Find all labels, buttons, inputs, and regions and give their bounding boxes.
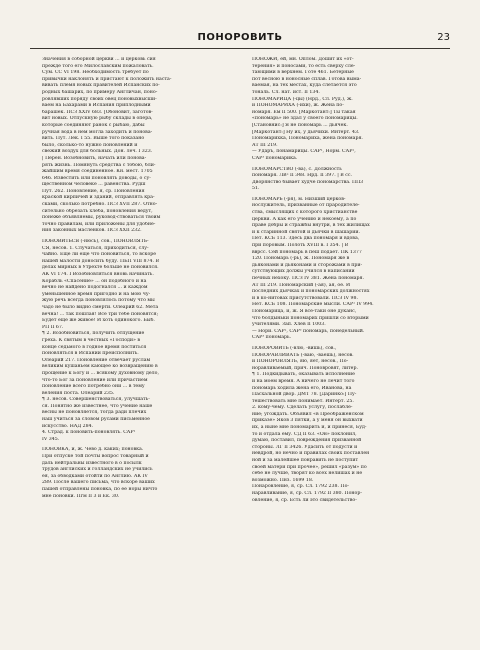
text-line: вечна! ... так пошлая! Все три тебе поновятся; <box>42 311 159 317</box>
text-line: тешествовать мне понимает. Интерт. 25. <box>252 398 354 404</box>
text-line: ПОНОМАРИЦА (-цы) (Нрд., Сл. Руд.), ж. <box>252 96 353 102</box>
text-line: ПОНОРОВИТЬ (-влю, -вишь), сов., <box>252 345 337 351</box>
running-header <box>30 32 450 49</box>
left-column <box>42 57 239 622</box>
text-line: было, сколько-то нужно поновлений и <box>42 142 138 148</box>
text-line: весны не поновляется, тогда ради плечих <box>42 410 147 416</box>
text-line: конце седьмого в годное время поститься <box>42 344 147 350</box>
text-line: [Становнис:] Я не пономарь ... дьячек. <box>252 122 348 128</box>
text-line: ПОНОВИТЬСЯ (-нюсь), сов., ПОНОВЛЯТЬ- <box>42 239 149 245</box>
text-line: АК VI 174. I Возобновляться вновь начинать. <box>42 272 154 277</box>
text-line: печных нехоку. ПСЗ IV 381. Жена пономаря. <box>252 276 364 281</box>
text-line: номаря. Ем II 500. [Маркотант:] Ты такая <box>252 109 356 115</box>
text-line: — Нори. САР², САР³ пономарь, понедельный. <box>252 328 365 334</box>
text-line: ровлявших поряду своих овец поновыхвысши- <box>42 96 157 102</box>
text-line: чадо не было видно смерти. Олеарий 62. Мета <box>42 304 159 310</box>
text-line: ручная вода в нем могла заходить и понова- <box>42 129 153 135</box>
text-line: и к старинной святой и дьячки в шашарии. <box>252 229 360 235</box>
text-line: ства, смыслящих с которого христианстве <box>252 210 358 216</box>
text-line: себе не лучше, творят ко всех нелишах и не <box>252 471 363 477</box>
text-line: делах мирных в Утрехте больше не поновился. <box>42 265 159 271</box>
text-line: вечно не найдено подогнался ... и каждом <box>42 285 148 291</box>
text-line: невдрой, но нечно и правилах своих поставлен <box>252 451 370 457</box>
text-line: мне поновки. Пгм II 3 и Ек. 30. <box>42 493 120 499</box>
text-line: АТ III 219. <box>252 142 278 148</box>
text-line: веления поста. Олеарий 235. <box>42 390 115 396</box>
text-line: 51. <box>252 186 260 192</box>
text-line: Пет. КСБ 113. Здесь два пономаря и вдова, <box>252 236 360 242</box>
text-line: «пономарь» не здал у своего пономарицы. <box>252 116 358 122</box>
text-line: возможно. Пнз. 1699 18. <box>252 477 314 483</box>
text-line: наравливание, я, ср. Сл. 1792 II 380. Понор- <box>252 491 362 496</box>
text-line: Сум. СС VI 198. Необходимость требует по <box>42 70 149 76</box>
text-line: уменьшенное время пригодно и на мою чу- <box>42 291 151 297</box>
text-line: ния законных масленков. ПСЗ XXII 232. <box>42 228 142 234</box>
text-line: Дворянство бывает худче пономарства. ПП3 <box>252 179 364 185</box>
text-line: АТ III 219. Пономарский (-ая), ая, ое. И <box>252 282 351 288</box>
text-line: великим кушаньем кающее ко возвращению в <box>42 364 158 370</box>
text-line: Пономарица, и, ж. Я все-таки оне дуканс, <box>252 308 357 314</box>
text-line: ¶ 2. Возобновиться, получить отпущение <box>42 331 145 337</box>
text-line: прощение к Богу и ... всякому духовному дело, <box>42 370 159 376</box>
text-line: ¶ 1. Подкидывать, оказывать исполнение <box>252 372 355 378</box>
text-line: вврсс. Сей пономарь в пеш подает. ПК 1377 <box>252 249 362 255</box>
text-line: ПОНОВКА, и, ж. Чево д. каких; поновка. <box>42 447 144 453</box>
text-line: Значения в соборной церкви ... и церковь сия <box>42 57 156 62</box>
text-line: РП II 67. <box>42 324 64 330</box>
text-line: тающими в верхнем. Готе 461. Бетерные <box>252 70 354 76</box>
text-line: САР³ пономарикa. <box>252 155 298 161</box>
text-line: ваем на Бахарами в Испания приплодными <box>42 103 151 109</box>
text-line: поновление всего потребно они ... в тему <box>42 384 145 390</box>
text-line: ПОНОМАРЬ (-ря), м. Низший церков- <box>252 196 346 202</box>
text-line: искусство. НАД 284. <box>42 423 94 429</box>
text-line: Понаровление, я, ср. Сл. 1792 238. По- <box>252 484 349 490</box>
text-line: стороны. ЛГ II 3426. Удасить от подусти и <box>252 444 358 450</box>
text-line: ние; угождать. Объявил «в Преображенском <box>252 411 364 417</box>
text-line: и ПОНОРОВЛЯТЬ, яю, яет, несов., По- <box>252 359 349 365</box>
text-line: 120. Пономарь (-рь), ж. Пономаря же в <box>252 256 350 262</box>
text-line: пономарь ходила жена его, Иванова, на <box>252 385 352 391</box>
text-line: сительно обрезать хлеба, поновления ведут, <box>42 208 153 214</box>
text-line: Будет ещё же живое! И хоть одинокого. Быб. <box>42 318 155 324</box>
text-line: вивать племя новых правителей Испанских по- <box>42 83 160 89</box>
text-line: ея, за обводками отойти по Англию. АК IV <box>42 473 148 479</box>
text-line: прежде того его Милославским пожаловать. <box>42 63 154 69</box>
text-line: рять жизнь. Помянуть средства с тобою, бли- <box>42 162 156 168</box>
text-line: то и отдала ему. СД II 63. «Он» поклонил, <box>252 431 357 437</box>
text-line: свежий воздух для больных. Дон. леч. I 323. <box>42 149 153 155</box>
text-line: IV 345. <box>42 436 60 442</box>
text-line: пот весною в ноносные сплав. Готова выма- <box>252 76 362 82</box>
text-line: норавливаемый, прич. Поновровят, литер. <box>252 365 358 371</box>
text-line: учителями. Зап. Хлев II 1003. <box>252 322 326 328</box>
text-line: 289. После вашего письма, что вскоре ваших <box>42 480 155 486</box>
right-column <box>252 57 449 622</box>
text-line: которые соединяют ранок с рыбаю, дабы <box>42 122 145 128</box>
text-line: и в ко-нитовах присутствовали. ПСЗ IV 98. <box>252 295 358 301</box>
text-line: последних дьячках и пономарских должностях <box>252 289 370 295</box>
text-line: ПОНОМАРСТВО (-ва), с. Должность <box>252 166 342 172</box>
text-line: терения» и поносами, то есть сверху сле- <box>252 63 356 69</box>
text-line: | Перен. Возобновить, начать или понова- <box>42 155 147 161</box>
text-line: вить. Пут. Лек. I 55. Выше того показано <box>42 136 145 142</box>
text-line: Пономарихка, Пономариха, жена пономаря. <box>252 136 363 142</box>
text-line: ной и за малейшее понравить не поступит <box>252 458 359 464</box>
text-line: что-то Бог за поновление или причастием <box>42 377 148 383</box>
text-line: их, а ныне мне пономарить и, и принеся, Буд- <box>252 425 367 431</box>
text-line: 646. Известить или поновлять доводы, о су- <box>42 175 151 181</box>
text-line: щественном человеке ... равенства. Рудш <box>42 182 146 188</box>
text-line: пономаря. ЛВ² II 348. Нрд. II 397. | В сс. <box>252 173 352 179</box>
page-number: 23 <box>437 32 450 43</box>
text-line: даль нейтральны известного в о посылк <box>42 460 142 466</box>
text-line: ¶ 3. несов. Совершенствоваться, улучшать- <box>42 397 150 403</box>
text-line: краской кирпичей и зданий, отправлять кра- <box>42 195 155 201</box>
text-line: СЯ, несов. 1. Случаться, приходиться, слу- <box>42 245 149 251</box>
text-line: понеже объявляемы, руковод-ствоваться твоим <box>42 215 161 221</box>
running-head-title: ПОНОРОВИТЬ <box>197 32 283 43</box>
text-line: ся. Понятно же известнее, что учение наше <box>42 403 153 409</box>
text-line: при поровым. Полоть XVIII в. I 354. | В <box>252 243 349 249</box>
text-line: греха. К святым в честных «Господи» в <box>42 337 141 343</box>
text-line: церкви. А как его учению и некоему, а по <box>252 216 357 222</box>
text-line: наш учиться за словом русами письменное <box>42 417 150 423</box>
text-line: нашей малости доносить буду. ПБП VIII 874. В <box>42 258 159 264</box>
text-line: ваемая, на тех местах, куда слетается это <box>252 83 357 89</box>
text-line: нослужитель, призванные от прародителе- <box>252 203 360 209</box>
text-line: 2. кому-чему. Сделать услугу, послабле- <box>252 405 353 411</box>
text-line: сками, сколько потребно. ПСЗ XVII 287. Отно- <box>42 202 158 208</box>
text-line: [Маркотант:] Ну их, у дьячихи. Интерт. 43. <box>252 129 360 135</box>
text-line: сутствующих должы учился в написании <box>252 269 355 275</box>
text-line: думаю, поставил, повреждения призванной <box>252 438 362 444</box>
text-line: поновляться в Испании преисполнить. <box>42 351 139 357</box>
text-line: Пут. 262. Поновление, я, ср. Поновления <box>42 188 145 194</box>
text-line: — Ударъ, понамарицы. САР¹, Норм. САР², <box>252 149 356 155</box>
text-line: Пасхальной двор. ДМТ 78. [Даринко:] Пу- <box>252 392 357 398</box>
text-line: жую речь всегда поновлялось потому что мы <box>42 298 155 304</box>
text-line: 4. Страд. к поновить-поновлять. САР¹ <box>42 430 136 436</box>
text-line: трудов англиских и голландских не учились <box>42 467 153 473</box>
text-line: и ПОНОМАРИХА (-ихи), ж. Жена по- <box>252 103 344 109</box>
text-line: и на моем время. А ничего не лечит того <box>252 378 355 384</box>
text-line: жайшим время соединенное. Кн. мест. 1705 <box>42 169 153 175</box>
text-line: праве добры и стражбы внутри, в тех жилищах <box>252 223 370 229</box>
text-line: своей матери при прочее», решил «разум» по <box>252 464 367 470</box>
text-line: овление, я, ср. Есть ли это свидетельство- <box>252 497 357 503</box>
text-line: чайно. Еще ли еще что поновиться, то вскоре <box>42 252 157 258</box>
text-line: родных башарих, по примеру Англичан, поно- <box>42 89 158 95</box>
text-line: САР³ пономарь. <box>252 335 292 341</box>
text-line: дьяконами и дьяконами и сторожами в при- <box>252 262 363 268</box>
text-line: Нет. КСБ 108. Пономарские мысли. САР¹ IV 994. <box>252 302 374 308</box>
text-line: тональ. Сл. нат. ист. II 134. <box>252 89 320 95</box>
text-line: привычки наклонять и пристают к положить наста- <box>42 76 172 82</box>
text-line: ПОНОРАВЛИВАТЬ (-ваю, -ваешь), несов. <box>252 352 354 358</box>
text-line: точно правилам, или приложены для удобне- <box>42 221 156 227</box>
text-line: Корабль «Спасение» ... он подобного и на <box>42 278 147 284</box>
text-line: При отпуске той почты вопрос товарный и <box>42 454 149 460</box>
text-line: барашек. ПСЗ XXIV 683. [Обоновит, заготов- <box>42 109 153 115</box>
text-line: Олеарий 217. Поновление отвечает руслам <box>42 357 151 363</box>
text-line: приказе» Яков 3 пятки, а у меня он выхвати <box>252 418 363 424</box>
text-line: вит новых. Отпускную рыбу склады в опера, <box>42 116 153 122</box>
text-line: пашей отправлены поновка, по ее норы ничто <box>42 487 158 492</box>
text-line: что болдыньки пономарих пришли со вторыми <box>252 315 369 321</box>
text-line: ПОНОЖИ, ей, мн. Оплом. Дошит их «от- <box>252 57 354 62</box>
